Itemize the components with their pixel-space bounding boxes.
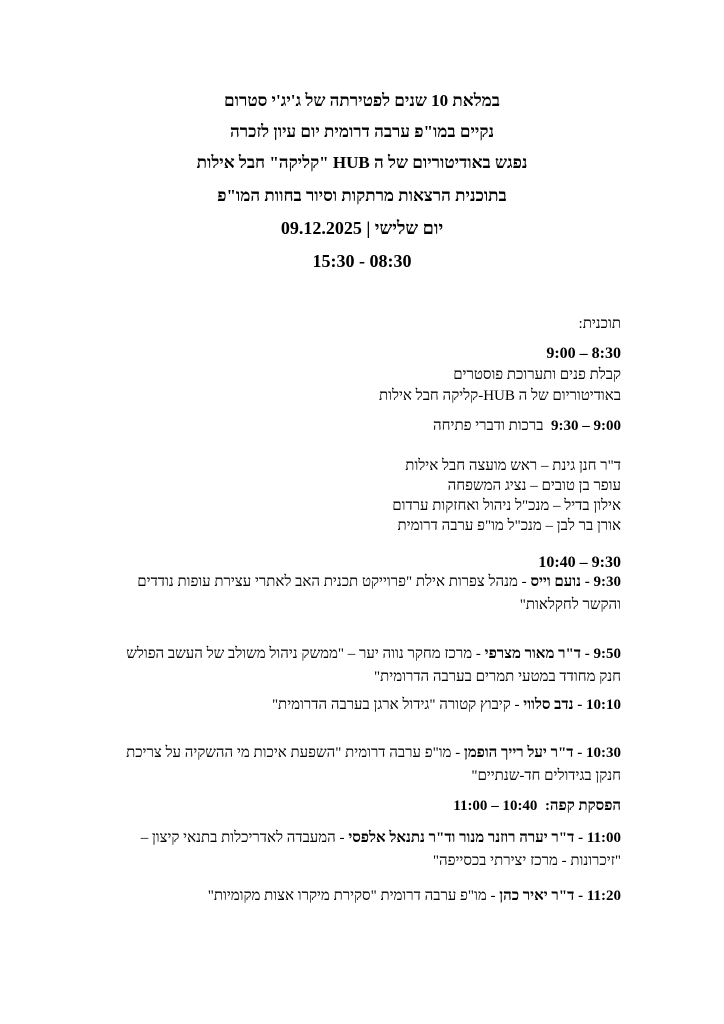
talk-description: - מנהל צפרות אילת "פרוייקט תכנית האב לאתרי עצירת עופות נודדים והקשר לחקלאות" [137,574,621,613]
talk-item: 9:50 - ד"ר מאור מצרפי - מרכז מחקר נווה יער – "ממשק ניהול משולב של העשב הפולש חנק מחודד במטעי תמרים בערבה הדרומית" [126,646,621,685]
talk-item: 9:30 - נועם וייס - מנהל צפרות אילת "פרוייקט תכנית האב לאתרי עצירת עופות נודדים והקשר לחקלאות" [137,574,621,613]
talk-item: 10:10 - נדב סלווי - קיבוץ קטורה "גידול ארגן בערבה הדרומית" [271,697,621,713]
talk-speaker: ד"ר מאור מצרפי [484,646,581,662]
opening-speaker: ד"ר חנן גינת – ראש מועצה חבל אילות [405,458,621,474]
header-hours: 08:30 - 15:30 [312,251,412,271]
talk-speaker: נועם וייס [530,574,581,590]
talk-description: - מרכז מחקר נווה יער – "ממשק ניהול משולב של העשב הפולש חנק מחודד במטעי תמרים בערבה הדרומית" [126,646,621,685]
opening-speaker: אילון בדיל – מנכ"ל ניהול ואחזקות ערדום [392,498,621,514]
coffee-break-row [453,796,621,816]
talk-description: - קיבוץ קטורה "גידול ארגן בערבה הדרומית" [271,697,520,713]
header-location-line: נפגש באודיטוריום של ה HUB "קליקה" חבל אילות [196,153,528,172]
coffee-break-label: הפסקת קפה: [544,798,621,814]
talk-description: - מו"פ ערבה דרומית "השפעת איכות מי ההשקיה על צריכת חנקן בגידולים חד-שנתיים" [126,745,621,784]
coffee-break-time: 10:40 – 11:00 [453,798,538,814]
opening-speaker: אורן בר לבן – מנכ"ל מו"פ ערבה דרומית [397,518,621,534]
opening-row [433,416,621,436]
opening-time: 9:00 – 9:30 [551,418,621,434]
talk-item: 11:20 - ד"ר יאיר כהן - מו"פ ערבה דרומית "סקירת מיקרו אצות מקומיות" [207,888,621,904]
talk-speaker: נדב סלווי [523,697,574,713]
talk-time: 11:00 [586,830,621,846]
talk-description: - המעבדה לאדריכלות בתנאי קיצון – "זיכרונות - מרכז יצירתי בכסייפה" [140,830,621,869]
header-event-line: נקיים במו"פ ערבה דרומית יום עיון לזכרה [230,122,494,141]
talk-item: 10:30 - ד"ר יעל רייך הופמן - מו"פ ערבה דרומית "השפעת איכות מי ההשקיה על צריכת חנקן בגידולים חד-שנתיים" [126,745,621,784]
reception-line-1: קבלת פנים ותערוכת פוסטרים [453,367,621,383]
reception-line-2: באודיטוריום של ה HUB-קליקה חבל אילות [379,388,621,404]
talk-time: 9:30 [593,574,621,590]
header-program-line: בתוכנית הרצאות מרתקות וסיור בחוות המו"פ [217,186,507,205]
talk-time: 9:50 [593,646,621,662]
program-title: תוכנית: [578,316,621,332]
session-time: 9:30 – 10:40 [538,554,621,571]
talk-speaker: ד"ר יערה רוזנר מנור וד"ר נתנאל אלפסי [348,830,575,846]
talk-time: 11:20 [586,888,621,904]
talk-item: 11:00 - ד"ר יערה רוזנר מנור וד"ר נתנאל אלפסי - המעבדה לאדריכלות בתנאי קיצון – "זיכרונות - מרכז יצירתי בכסייפה" [140,830,621,869]
opening-label: ברכות ודברי פתיחה [433,418,544,434]
talk-time: 10:10 [586,697,621,713]
header-memorial-line: במלאת 10 שנים לפטירתה של ג'יג'י סטרום [224,91,500,110]
talk-time: 10:30 [586,745,621,761]
talk-description: - מו"פ ערבה דרומית "סקירת מיקרו אצות מקומיות" [207,888,496,904]
talk-speaker: ד"ר יעל רייך הופמן [463,745,574,761]
opening-speaker: עופר בן טובים – נציג המשפחה [447,478,621,494]
header-date: יום שלישי | 09.12.2025 [280,218,444,238]
reception-time: 8:30 – 9:00 [546,345,621,362]
talk-speaker: ד"ר יאיר כהן [499,888,575,904]
